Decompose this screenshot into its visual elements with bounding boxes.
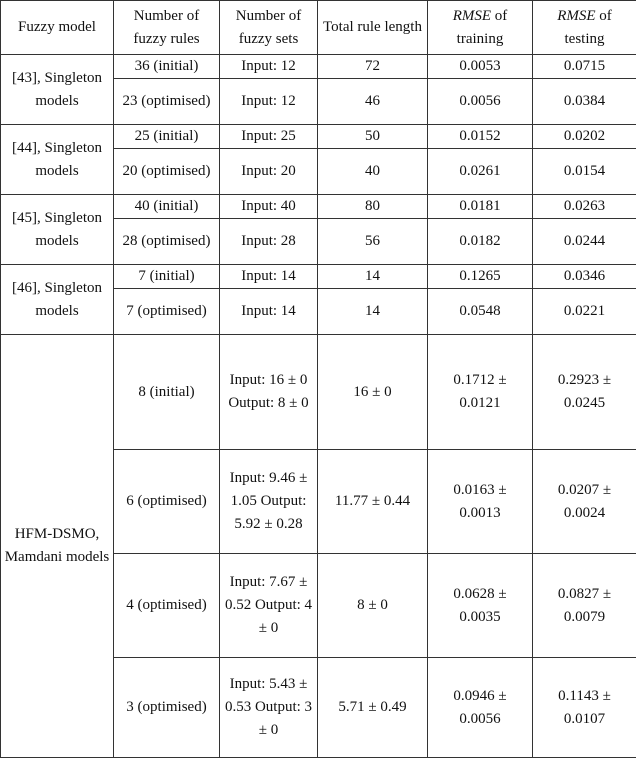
sets-cell: Input: 28 bbox=[220, 219, 318, 265]
length-cell: 56 bbox=[318, 219, 428, 265]
rules-cell: 7 (initial) bbox=[114, 265, 220, 289]
sets-cell: Input: 12 bbox=[220, 79, 318, 125]
rmse-training-cell: 0.0152 bbox=[428, 125, 533, 149]
sets-cell: Input: 12 bbox=[220, 55, 318, 79]
rmse-testing-cell: 0.0384 bbox=[533, 79, 636, 125]
rmse-training-cell: 0.0628 ± 0.0035 bbox=[428, 554, 533, 658]
rmse-testing-cell: 0.0263 bbox=[533, 195, 636, 219]
rules-cell: 8 (initial) bbox=[114, 335, 220, 450]
sets-cell: Input: 20 bbox=[220, 149, 318, 195]
model-cell: [45], Singleton models bbox=[1, 195, 114, 265]
rmse-training-cell: 0.0261 bbox=[428, 149, 533, 195]
table-row bbox=[1, 195, 636, 219]
length-cell: 5.71 ± 0.49 bbox=[318, 658, 428, 758]
testing-label: of testing bbox=[565, 8, 612, 47]
model-cell: HFM-DSMO, Mamdani models bbox=[1, 335, 114, 758]
sets-cell: Input: 7.67 ± 0.52 Output: 4 ± 0 bbox=[220, 554, 318, 658]
sets-cell: Input: 9.46 ± 1.05 Output: 5.92 ± 0.28 bbox=[220, 450, 318, 554]
header-row bbox=[1, 1, 636, 55]
header-total-rule-length: Total rule length bbox=[318, 1, 428, 55]
table-row bbox=[1, 125, 636, 149]
rmse-label: RMSE bbox=[453, 8, 491, 24]
length-cell: 11.77 ± 0.44 bbox=[318, 450, 428, 554]
model-cell: [46], Singleton models bbox=[1, 265, 114, 335]
rules-cell: 20 (optimised) bbox=[114, 149, 220, 195]
length-cell: 72 bbox=[318, 55, 428, 79]
length-cell: 8 ± 0 bbox=[318, 554, 428, 658]
rmse-testing-cell: 0.0207 ± 0.0024 bbox=[533, 450, 636, 554]
rmse-testing-cell: 0.2923 ± 0.0245 bbox=[533, 335, 636, 450]
rmse-training-cell: 0.0163 ± 0.0013 bbox=[428, 450, 533, 554]
rules-cell: 36 (initial) bbox=[114, 55, 220, 79]
model-cell: [44], Singleton models bbox=[1, 125, 114, 195]
rules-cell: 40 (initial) bbox=[114, 195, 220, 219]
rmse-testing-cell: 0.0221 bbox=[533, 289, 636, 335]
rmse-training-cell: 0.1712 ± 0.0121 bbox=[428, 335, 533, 450]
rmse-testing-cell: 0.0715 bbox=[533, 55, 636, 79]
header-rmse-testing bbox=[533, 1, 636, 55]
header-fuzzy-model: Fuzzy model bbox=[1, 1, 114, 55]
rules-cell: 7 (optimised) bbox=[114, 289, 220, 335]
length-cell: 14 bbox=[318, 289, 428, 335]
sets-cell: Input: 5.43 ± 0.53 Output: 3 ± 0 bbox=[220, 658, 318, 758]
rmse-training-cell: 0.0053 bbox=[428, 55, 533, 79]
rmse-label: RMSE bbox=[557, 8, 595, 24]
table-row bbox=[1, 55, 636, 79]
header-number-of-sets: Number of fuzzy sets bbox=[220, 1, 318, 55]
rules-cell: 6 (optimised) bbox=[114, 450, 220, 554]
rmse-training-cell: 0.1265 bbox=[428, 265, 533, 289]
sets-cell: Input: 14 bbox=[220, 265, 318, 289]
header-rmse-training bbox=[428, 1, 533, 55]
rules-cell: 23 (optimised) bbox=[114, 79, 220, 125]
length-cell: 46 bbox=[318, 79, 428, 125]
length-cell: 40 bbox=[318, 149, 428, 195]
rmse-testing-cell: 0.1143 ± 0.0107 bbox=[533, 658, 636, 758]
rules-cell: 28 (optimised) bbox=[114, 219, 220, 265]
rmse-testing-cell: 0.0154 bbox=[533, 149, 636, 195]
rules-cell: 4 (optimised) bbox=[114, 554, 220, 658]
rmse-training-cell: 0.0548 bbox=[428, 289, 533, 335]
sets-cell: Input: 14 bbox=[220, 289, 318, 335]
table-row bbox=[1, 265, 636, 289]
sets-cell: Input: 40 bbox=[220, 195, 318, 219]
header-number-of-rules: Number of fuzzy rules bbox=[114, 1, 220, 55]
rmse-training-cell: 0.0056 bbox=[428, 79, 533, 125]
rmse-training-cell: 0.0181 bbox=[428, 195, 533, 219]
rmse-training-cell: 0.0946 ± 0.0056 bbox=[428, 658, 533, 758]
sets-cell: Input: 25 bbox=[220, 125, 318, 149]
rmse-testing-cell: 0.0827 ± 0.0079 bbox=[533, 554, 636, 658]
length-cell: 14 bbox=[318, 265, 428, 289]
rmse-testing-cell: 0.0346 bbox=[533, 265, 636, 289]
length-cell: 80 bbox=[318, 195, 428, 219]
length-cell: 50 bbox=[318, 125, 428, 149]
model-cell: [43], Singleton models bbox=[1, 55, 114, 125]
rmse-training-cell: 0.0182 bbox=[428, 219, 533, 265]
length-cell: 16 ± 0 bbox=[318, 335, 428, 450]
sets-cell: Input: 16 ± 0 Output: 8 ± 0 bbox=[220, 335, 318, 450]
rmse-testing-cell: 0.0202 bbox=[533, 125, 636, 149]
rules-cell: 3 (optimised) bbox=[114, 658, 220, 758]
training-label: of training bbox=[457, 8, 508, 47]
rules-cell: 25 (initial) bbox=[114, 125, 220, 149]
rmse-testing-cell: 0.0244 bbox=[533, 219, 636, 265]
table-row bbox=[1, 335, 636, 450]
